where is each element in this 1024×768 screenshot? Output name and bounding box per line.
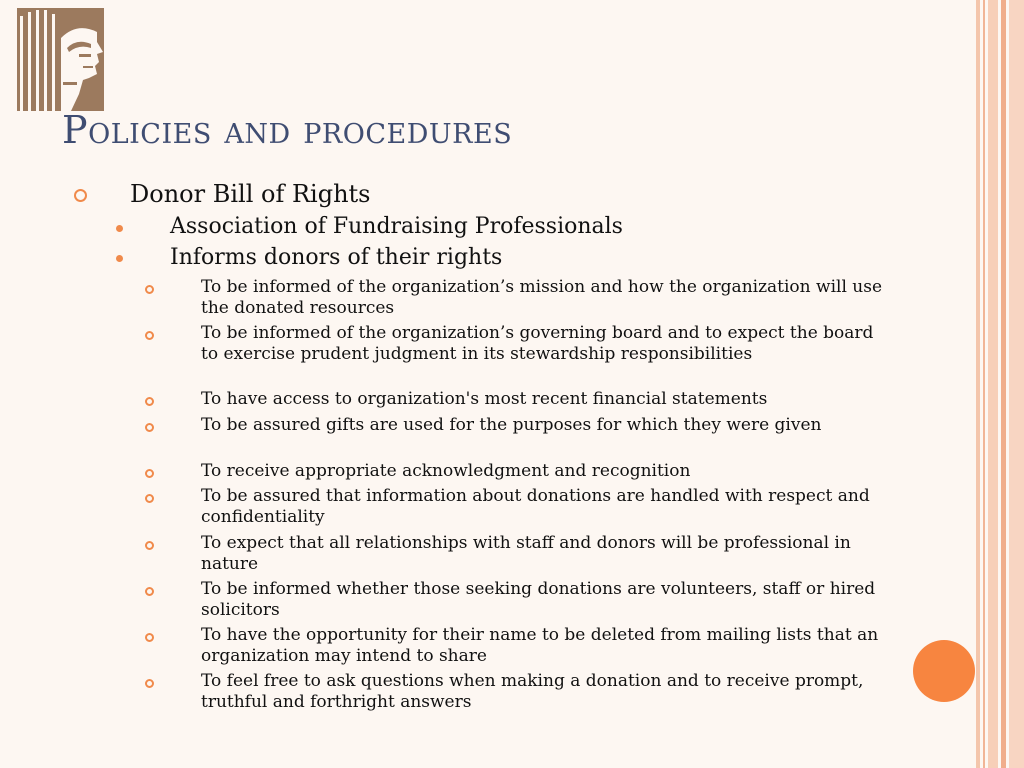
right-item: To have the opportunity for their name to be deleted from mailing lists that an organization may intend to share — [201, 625, 879, 666]
right-item: To receive appropriate acknowledgment and recognition — [201, 461, 691, 481]
right-item: To be informed whether those seeking donations are volunteers, staff or hired solicitors — [201, 579, 876, 620]
bullet-level1-text: Donor Bill of Rights — [130, 180, 371, 208]
decorative-stripes — [976, 0, 1024, 768]
small-hollow-circle-bullet-icon — [145, 494, 154, 503]
small-hollow-circle-bullet-icon — [145, 633, 154, 642]
right-item: To be assured gifts are used for the purposes for which they were given — [201, 415, 822, 435]
small-hollow-circle-bullet-icon — [145, 541, 154, 550]
right-item: To be informed of the organization’s mission and how the organization will use the donated resources — [201, 277, 883, 318]
small-hollow-circle-bullet-icon — [145, 469, 154, 478]
stylized-head-logo-icon — [17, 8, 104, 111]
small-hollow-circle-bullet-icon — [145, 285, 154, 294]
right-item: To be assured that information about donations are handled with respect and confidentiality — [201, 486, 870, 527]
right-item: To feel free to ask questions when making a donation and to receive prompt, truthful and forthright answers — [201, 671, 864, 712]
right-item: To be informed of the organization’s governing board and to expect the board to exercise prudent judgment in its stewardship responsibilities — [201, 323, 874, 364]
hollow-circle-bullet-icon — [74, 189, 87, 202]
small-hollow-circle-bullet-icon — [145, 423, 154, 432]
decorative-circle — [913, 640, 975, 702]
right-item: To have access to organization's most recent financial statements — [201, 389, 768, 409]
right-item: To expect that all relationships with staff and donors will be professional in nature — [201, 533, 851, 574]
small-hollow-circle-bullet-icon — [145, 587, 154, 596]
filled-circle-bullet-icon — [116, 255, 123, 262]
small-hollow-circle-bullet-icon — [145, 397, 154, 406]
bullet-level2-text: Association of Fundraising Professionals — [170, 214, 623, 239]
slide-title: Policies and procedures — [62, 108, 513, 152]
filled-circle-bullet-icon — [116, 225, 123, 232]
small-hollow-circle-bullet-icon — [145, 331, 154, 340]
bullet-level2-text: Informs donors of their rights — [170, 245, 503, 270]
small-hollow-circle-bullet-icon — [145, 679, 154, 688]
